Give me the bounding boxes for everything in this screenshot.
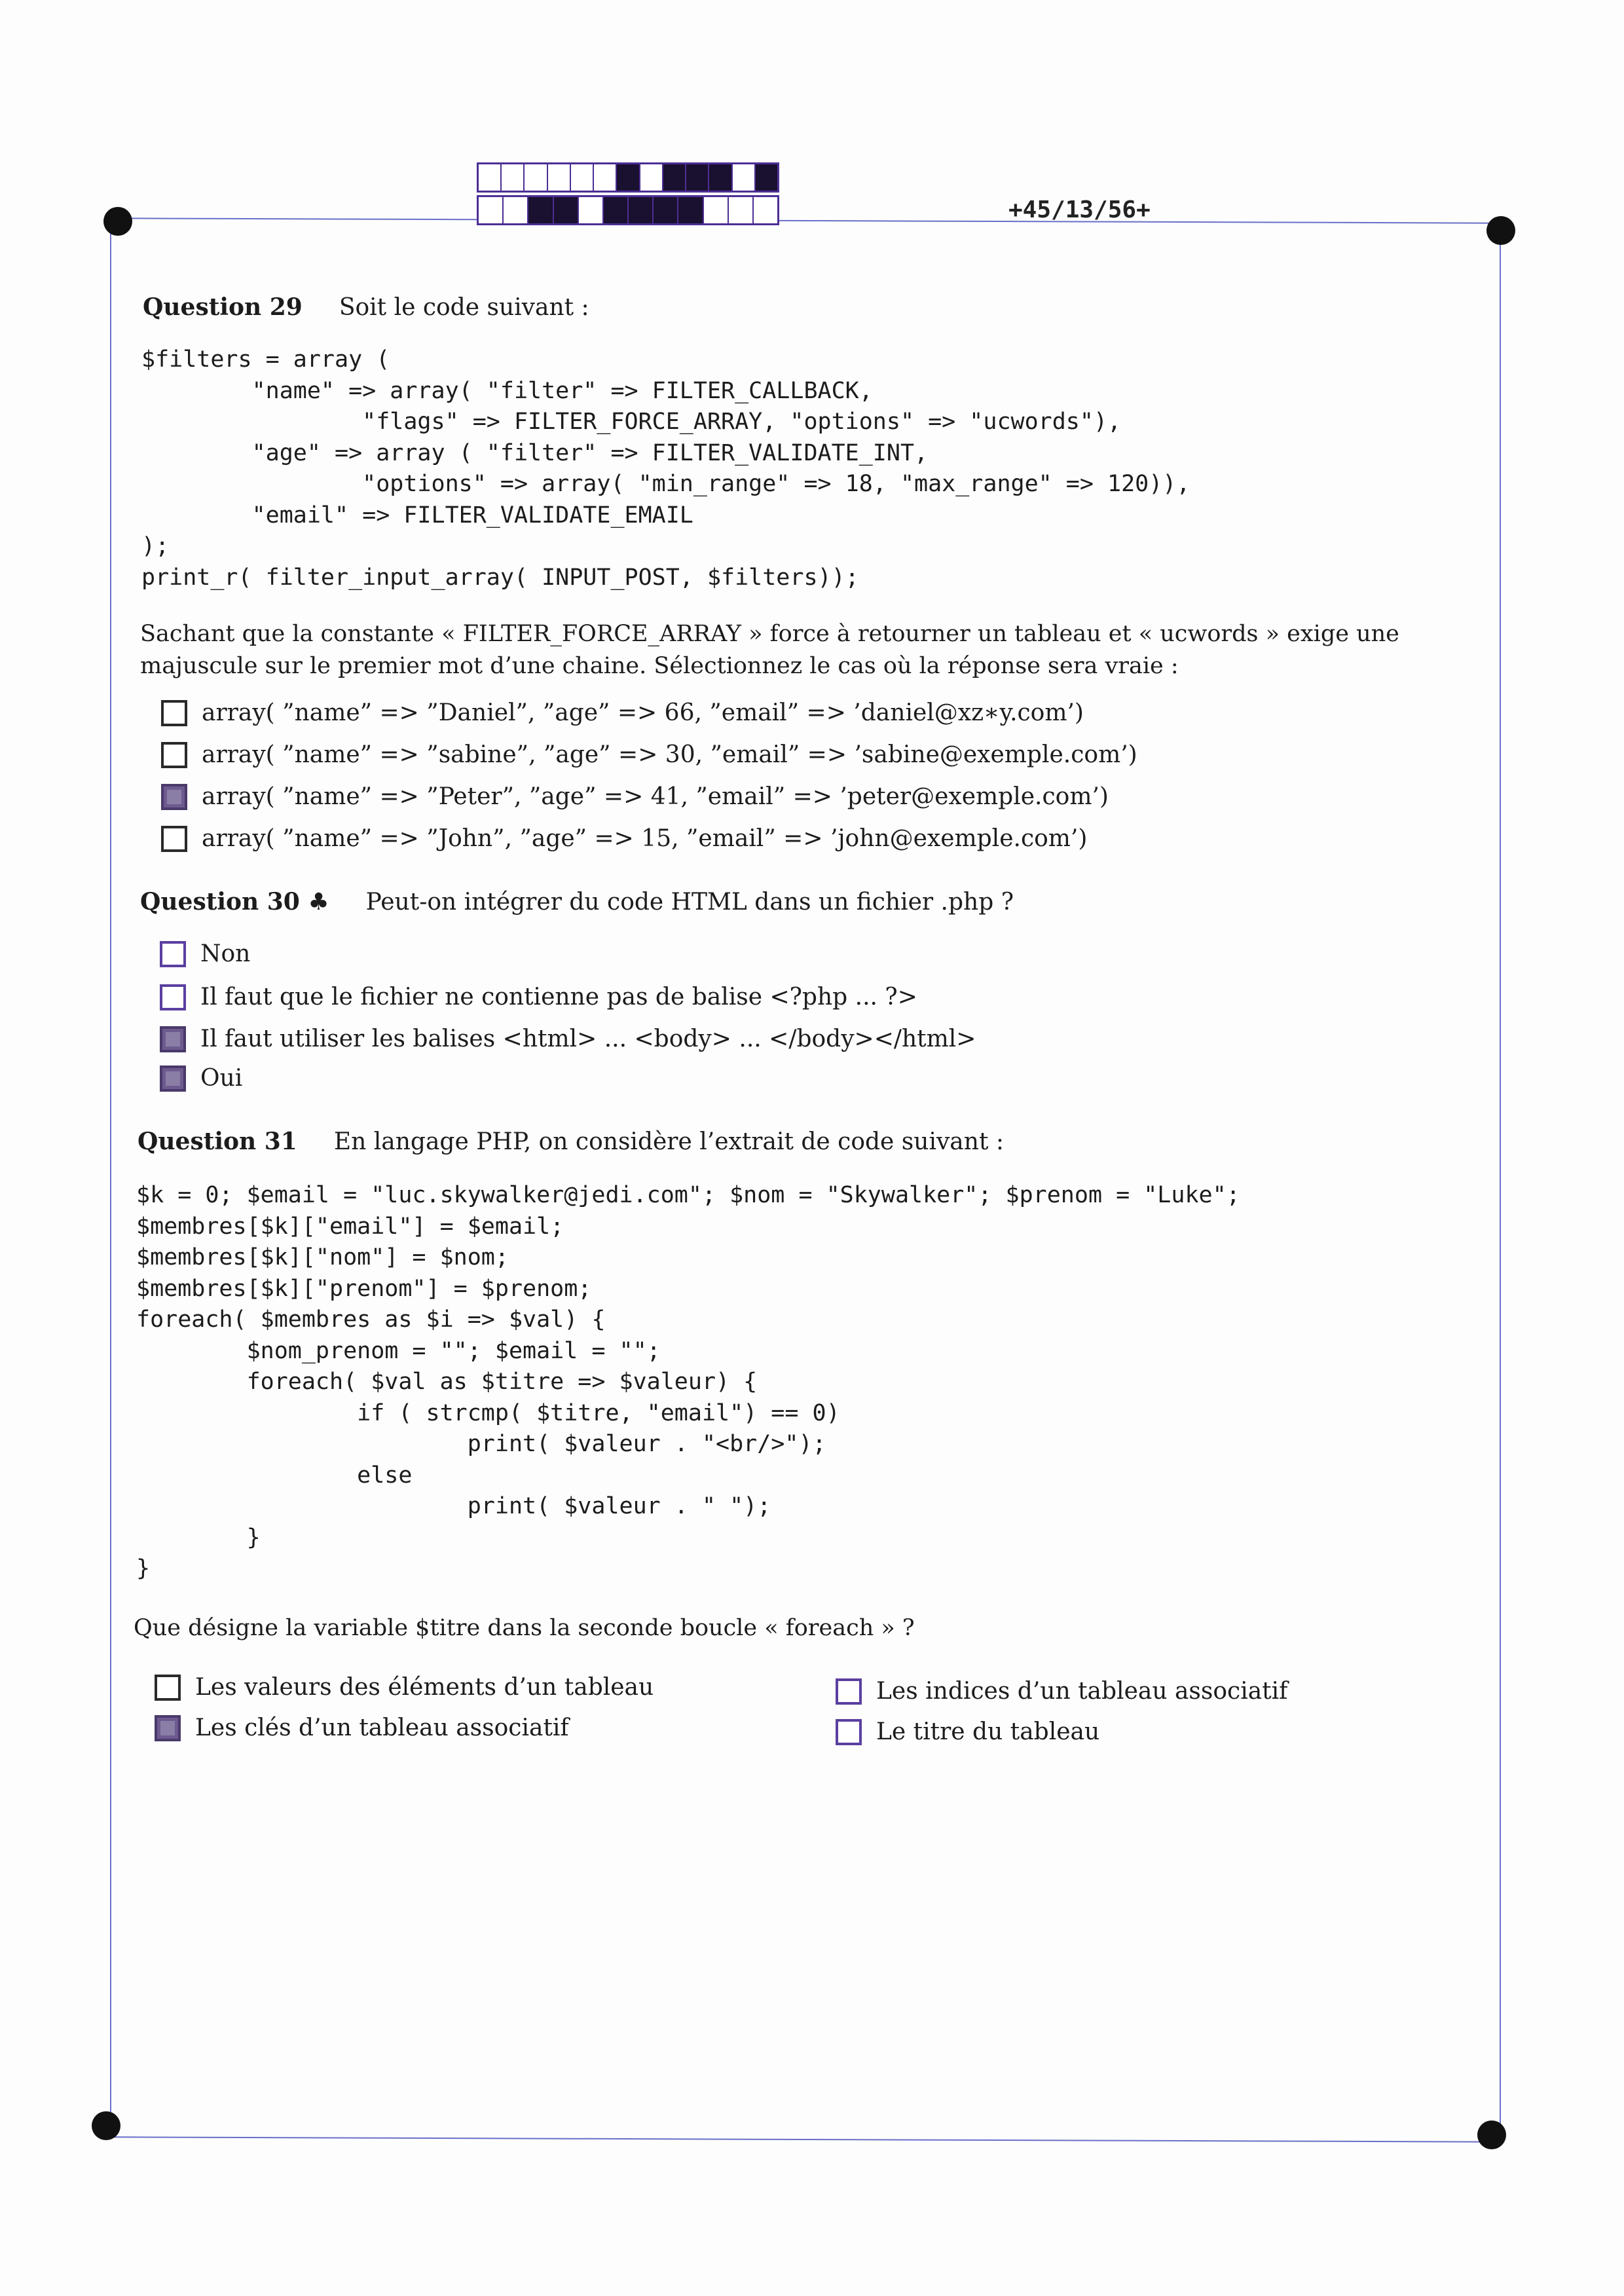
barcode-cell [629,197,654,223]
q29-option-3[interactable] [161,783,1109,810]
q29-checkbox-4[interactable] [161,826,187,852]
barcode-cell [678,197,703,223]
barcode-cell [579,197,604,223]
q31-option-1-label: Les valeurs des éléments d’un tableau [195,1674,654,1701]
corner-marker-bottom-right [1477,2120,1506,2149]
q30-option-1-label: Non [200,940,251,967]
barcode-cell [525,164,547,191]
barcode-cell [704,197,729,223]
q31-label: Question 31 [138,1128,297,1155]
q31-checkbox-1[interactable] [155,1675,181,1701]
barcode-cell [663,164,686,191]
q30-header [140,888,1014,916]
q30-option-3-label: Il faut utiliser les balises <html> ... <body> ... </body></html> [200,1026,976,1052]
q31-option-1[interactable] [155,1674,654,1701]
q31-code: $k = 0; $email = "luc.skywalker@jedi.com"; $nom = "Skywalker"; $prenom = "Luke"; $membres[$k]["email"] = $email; $membres[$k]["nom"] = $nom; $membres[$k]["prenom"] = $prenom; foreach( $membres as $i => $val) { $nom_prenom = ""; $email = ""; foreach( $val as $titre => $valeur) { if ( strcmp( $titre, "email") == 0) print( $valeur . "<br/>"); else print( $valeur . " "); } } [136,1182,1240,1582]
q29-prompt: Soit le code suivant : [339,294,589,321]
q29-statement: Sachant que la constante « FILTER_FORCE_ARRAY » force à retourner un tableau et « ucwords » exige une majuscule sur le premier mot d’une chaine. Sélectionnez le cas où la réponse sera vraie : [140,621,1399,679]
q31-checkbox-3[interactable] [836,1678,862,1705]
q29-option-1[interactable] [161,699,1084,726]
barcode-cell [479,164,502,191]
q29-checkbox-2[interactable] [161,742,187,768]
barcode-cell [479,197,504,223]
barcode-cell [756,164,777,191]
q30-checkbox-1[interactable] [160,941,186,967]
barcode-cell [733,164,756,191]
barcode-cell [617,164,640,191]
barcode-cell [686,164,709,191]
barcode-cell [571,164,594,191]
q30-label: Question 30 ♣ [140,888,329,916]
barcode-cell [709,164,732,191]
barcode-cell [729,197,754,223]
q30-checkbox-3[interactable] [160,1026,186,1052]
q29-checkbox-1[interactable] [161,700,187,726]
page-barcode [477,162,779,228]
q29-option-1-label: array( ”name” => ”Daniel”, ”age” => 66, ”email” => ’daniel@xz∗y.com’) [202,699,1084,726]
page-id: +45/13/56+ [1008,196,1151,223]
q31-option-4-label: Le titre du tableau [876,1718,1100,1745]
q31-checkbox-4[interactable] [836,1719,862,1745]
q30-option-4[interactable] [160,1065,242,1092]
q30-option-4-label: Oui [200,1065,243,1092]
q29-checkbox-3[interactable] [161,784,187,810]
barcode-cell [640,164,663,191]
q30-option-3[interactable] [160,1026,976,1052]
barcode-cell [554,197,579,223]
q30-checkbox-4[interactable] [160,1065,186,1092]
q30-prompt: Peut-on intégrer du code HTML dans un fichier .php ? [365,889,1014,916]
barcode-cell [502,164,525,191]
q30-option-2-label: Il faut que le fichier ne contienne pas de balise <?php ... ?> [200,984,917,1010]
corner-marker-top-right [1486,216,1515,245]
q29-code: $filters = array ( "name" => array( "filter" => FILTER_CALLBACK, "flags" => FILTER_FORCE_ARRAY, "options" => "ucwords"), "age" => array ( "filter" => FILTER_VALIDATE_INT, "options" => array( "min_range" => 18, "max_range" => 120)), "email" => FILTER_VALIDATE_EMAIL ); print_r( filter_input_array( INPUT_POST, $filters)); [141,346,1190,591]
q29-option-2[interactable] [161,741,1137,768]
barcode-cell [654,197,678,223]
q30-checkbox-2[interactable] [160,984,186,1010]
q30-option-2[interactable] [160,984,917,1010]
barcode-cell [604,197,629,223]
q31-checkbox-2[interactable] [155,1715,181,1741]
barcode-row-1 [477,162,779,193]
q29-label: Question 29 [143,293,303,321]
corner-marker-top-left [103,207,132,236]
q29-option-4[interactable] [161,825,1087,852]
q31-option-2-label: Les clés d’un tableau associatif [195,1714,569,1741]
barcode-cell [528,197,553,223]
q31-option-3-label: Les indices d’un tableau associatif [876,1678,1288,1705]
barcode-cell [594,164,617,191]
barcode-cell [504,197,528,223]
q31-statement: Que désigne la variable $titre dans la seconde boucle « foreach » ? [134,1615,915,1641]
corner-marker-bottom-left [92,2111,120,2140]
q31-option-4[interactable] [836,1718,1099,1745]
barcode-cell [754,197,777,223]
q29-option-2-label: array( ”name” => ”sabine”, ”age” => 30, ”email” => ’sabine@exemple.com’) [202,741,1137,768]
q30-option-1[interactable] [160,940,250,967]
q29-option-4-label: array( ”name” => ”John”, ”age” => 15, ”email” => ’john@exemple.com’) [202,825,1088,852]
q31-option-3[interactable] [836,1678,1288,1705]
q31-option-2[interactable] [155,1714,569,1741]
q31-header [138,1128,1004,1155]
q29-option-3-label: array( ”name” => ”Peter”, ”age” => 41, ”email” => ’peter@exemple.com’) [202,783,1109,810]
barcode-cell [548,164,571,191]
q31-prompt: En langage PHP, on considère l’extrait de code suivant : [333,1128,1004,1155]
barcode-row-2 [477,195,779,225]
q29-header [143,293,589,321]
